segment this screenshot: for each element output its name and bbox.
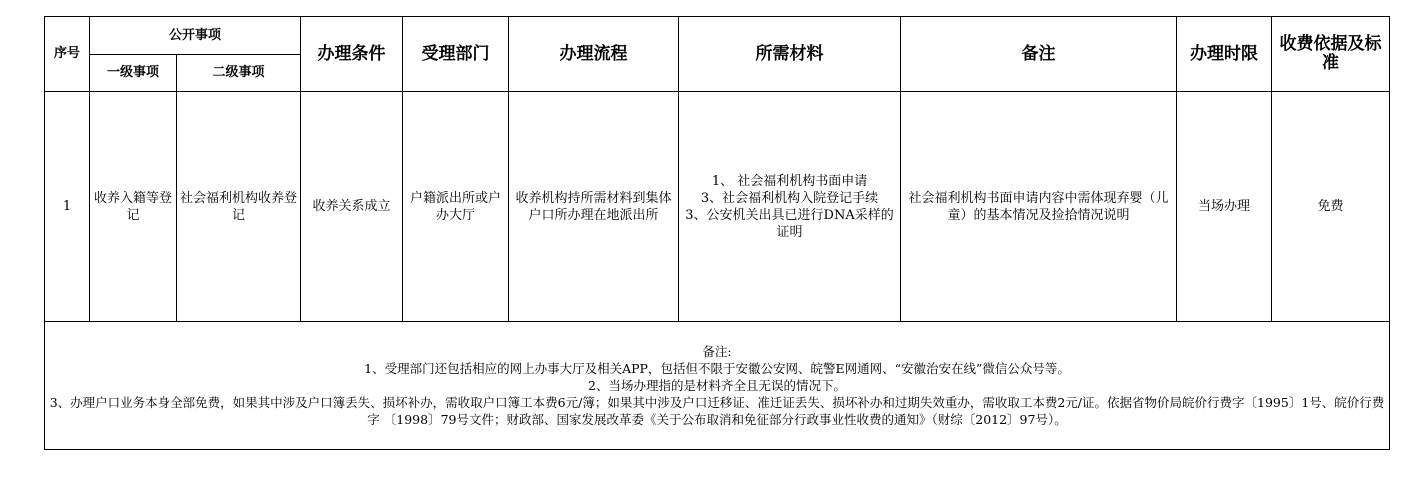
header-process: 办理流程 xyxy=(509,17,679,92)
header-fee-basis: 收费依据及标准 xyxy=(1272,17,1390,92)
cell-dept: 户籍派出所或户办大厅 xyxy=(403,92,509,322)
cell-condition: 收养关系成立 xyxy=(301,92,403,322)
header-condition: 办理条件 xyxy=(301,17,403,92)
header-remarks: 备注 xyxy=(901,17,1177,92)
note-line: 2、当场办理指的是材料齐全且无误的情况下。 xyxy=(588,378,846,393)
cell-level1: 收养入籍等登记 xyxy=(90,92,177,322)
cell-seq: 1 xyxy=(45,92,90,322)
header-row-1 xyxy=(45,17,1390,55)
material-item: 3、公安机关出具已进行DNA采样的证明 xyxy=(685,207,894,240)
header-materials: 所需材料 xyxy=(679,17,901,92)
cell-process: 收养机构持所需材料到集体户口所办理在地派出所 xyxy=(509,92,679,322)
table-row xyxy=(45,92,1390,322)
header-public-items: 公开事项 xyxy=(90,17,301,55)
header-level2: 二级事项 xyxy=(177,55,301,92)
header-seq: 序号 xyxy=(45,17,90,92)
header-time-limit: 办理时限 xyxy=(1177,17,1272,92)
cell-time-limit: 当场办理 xyxy=(1177,92,1272,322)
cell-materials xyxy=(679,92,901,322)
cell-remarks: 社会福利机构书面申请内容中需体现弃婴（儿童）的基本情况及捡拾情况说明 xyxy=(901,92,1177,322)
service-items-table xyxy=(44,16,1390,450)
note-line: 3、办理户口业务本身全部免费，如果其中涉及户口簿丢失、损坏补办，需收取户口簿工本费6元/簿；如果其中涉及户口迁移证、准迁证丢失、损坏补办和过期失效重办，需收取工本费2元/证。依据省物价局皖价行费字〔1995〕1号、皖价行费字 〔1998〕79号文件；财政部、国家发展改革委《关于公布取消和免征部分行政事业性收费的通知》（财综〔2012〕97号）。 xyxy=(49,395,1385,427)
header-dept: 受理部门 xyxy=(403,17,509,92)
material-item: 3、社会福利机构入院登记手续 xyxy=(700,190,879,206)
cell-fee: 免费 xyxy=(1272,92,1390,322)
cell-level2: 社会福利机构收养登记 xyxy=(177,92,301,322)
material-item: 1、 社会福利机构书面申请 xyxy=(711,173,868,189)
notes-cell xyxy=(45,322,1390,450)
notes-row xyxy=(45,322,1390,450)
notes-title: 备注: xyxy=(702,344,732,359)
header-level1: 一级事项 xyxy=(90,55,177,92)
note-line: 1、受理部门还包括相应的网上办事大厅及相关APP，包括但不限于安徽公安网、皖警E网通网、“安徽治安在线”微信公众号等。 xyxy=(364,361,1070,376)
